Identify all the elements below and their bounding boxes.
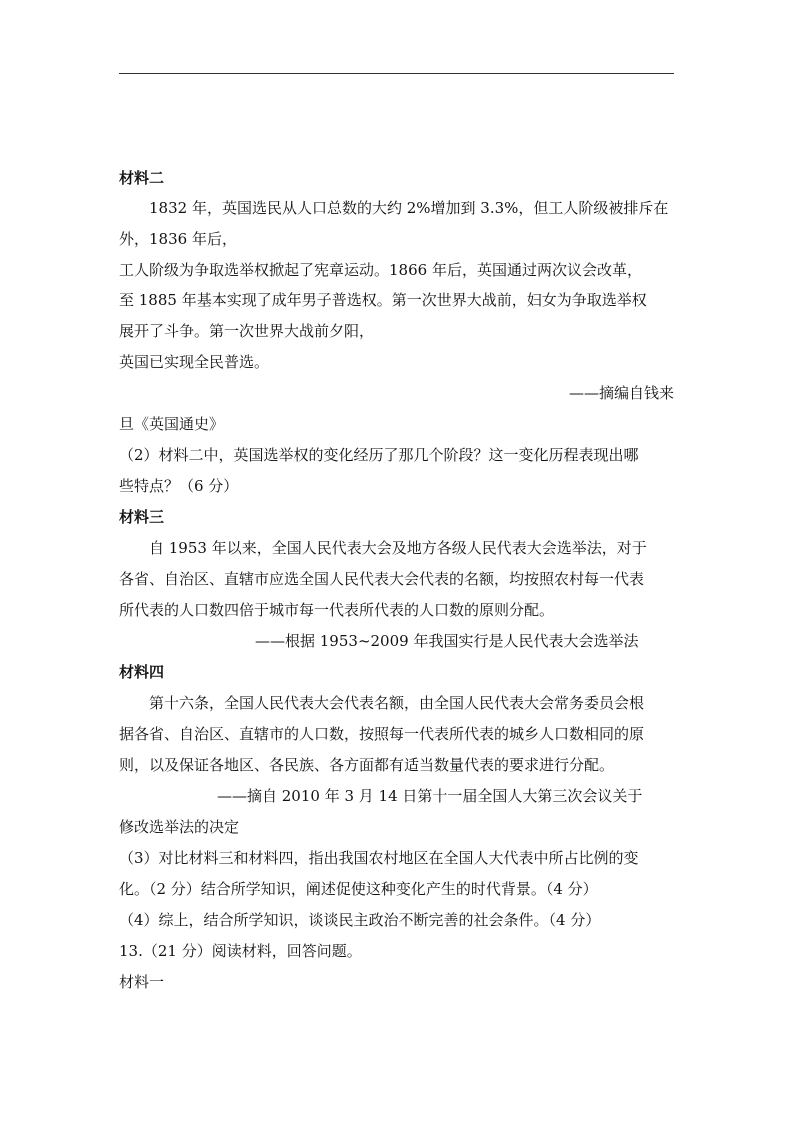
- material1-heading: 材料一: [119, 973, 165, 991]
- question13-line: 13.（21 分）阅读材料，回答问题。: [119, 942, 362, 960]
- question2-line: （2）材料二中，英国选举权的变化经历了那几个阶段？这一变化历程表现出哪: [119, 446, 639, 464]
- header-rule: [119, 73, 674, 74]
- material2-line: 至 1885 年基本实现了成年男子普选权。第一次世界大战前，妇女为争取选举权: [119, 291, 647, 309]
- material4-line: 据各省、自治区、直辖市的人口数，按照每一代表所代表的城乡人口数相同的原: [119, 725, 645, 743]
- material4-source: ——摘自 2010 年 3 月 14 日第十一届全国人大第三次会议关于: [217, 787, 643, 805]
- material4-line: 则，以及保证各地区、各民族、各方面都有适当数量代表的要求进行分配。: [119, 756, 615, 774]
- question4-line: （4）综上，结合所学知识，谈谈民主政治不断完善的社会条件。（4 分）: [119, 911, 601, 929]
- question3-line: 化。（2 分）结合所学知识，阐述促使这种变化产生的时代背景。（4 分）: [119, 880, 598, 898]
- material4-heading: 材料四: [119, 663, 165, 681]
- material3-line: 各省、自治区、直辖市应选全国人民代表大会代表的名额，均按照农村每一代表: [119, 570, 645, 588]
- material2-line: 英国已实现全民普选。: [119, 353, 270, 371]
- question3-line: （3）对比材料三和材料四，指出我国农村地区在全国人大代表中所占比例的变: [119, 849, 639, 867]
- material3-line: 所代表的人口数四倍于城市每一代表所代表的人口数的原则分配。: [119, 601, 555, 619]
- material2-line: 1832 年，英国选民从人口总数的大约 2%增加到 3.3%，但工人阶级被排斥在: [149, 199, 669, 217]
- material2-source-cont: 旦《英国通史》: [119, 415, 225, 433]
- material4-line: 第十六条，全国人民代表大会代表名额，由全国人民代表大会常务委员会根: [149, 694, 645, 712]
- material2-line: 展开了斗争。第一次世界大战前夕阳，: [119, 322, 375, 340]
- material2-heading: 材料二: [119, 169, 165, 187]
- question2-line: 些特点？（6 分）: [119, 477, 239, 495]
- material2-source: ——摘编自钱来: [568, 384, 674, 402]
- material3-heading: 材料三: [119, 508, 165, 526]
- material3-line: 自 1953 年以来，全国人民代表大会及地方各级人民代表大会选举法，对于: [149, 539, 647, 557]
- material4-source-cont: 修改选举法的决定: [119, 818, 240, 836]
- material2-line: 外，1836 年后，: [119, 230, 237, 248]
- material2-line: 工人阶级为争取选举权掀起了宪章运动。1866 年后，英国通过两次议会改革，: [119, 261, 642, 279]
- material3-source: ——根据 1953~2009 年我国实行是人民代表大会选举法: [255, 632, 639, 650]
